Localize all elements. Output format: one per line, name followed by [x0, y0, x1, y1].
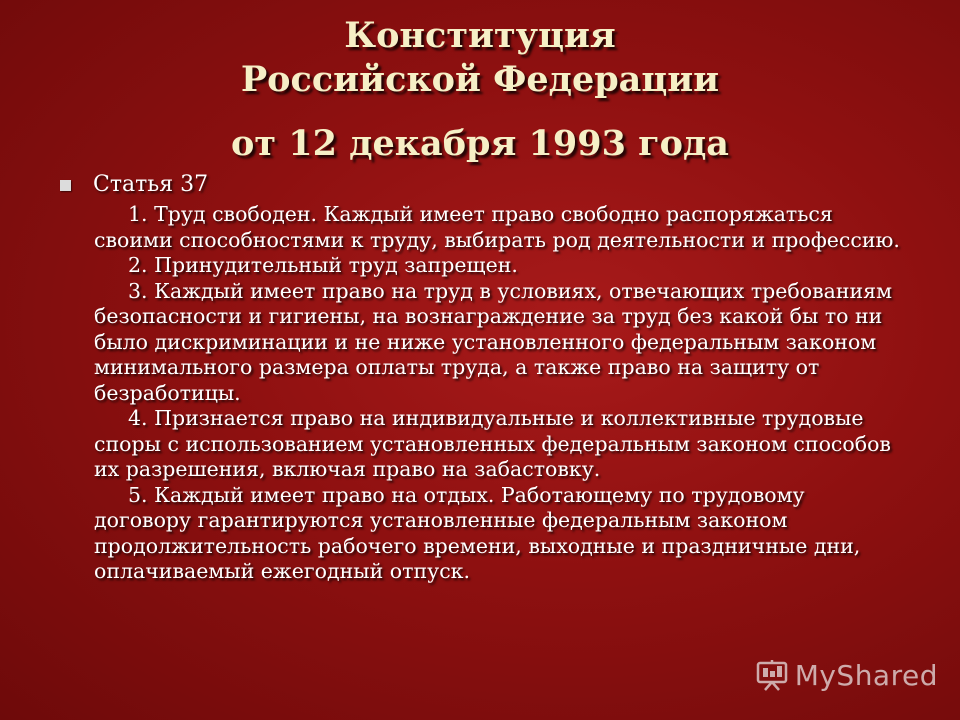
- title-date: от 12 декабря 1993 года: [231, 123, 729, 164]
- article-paragraph-1: 1. Труд свободен. Каждый имеет право свободно распоряжаться своими способностями к труду, выбирать род деятельности и профессию.: [94, 202, 900, 252]
- article-bullet: [60, 172, 208, 198]
- article-paragraph-2: 2. Принудительный труд запрещен.: [128, 253, 518, 277]
- title-line-2: Российской Федерации: [240, 59, 720, 100]
- article-body: [94, 202, 906, 585]
- article-paragraph-4: 4. Признается право на индивидуальные и коллективные трудовые споры с использованием установленных федеральным законом способов их разрешения, включая право на забастовку.: [94, 406, 891, 481]
- article-paragraph-5: 5. Каждый имеет право на отдых. Работающему по трудовому договору гарантируются установленные федеральным законом продолжительность рабочего времени, выходные и праздничные дни, оплачиваемый ежегодный отпуск.: [94, 482, 861, 583]
- presentation-board-icon: [755, 658, 789, 692]
- bullet-square-icon: [60, 180, 71, 191]
- article-paragraph-3: 3. Каждый имеет право на труд в условиях, отвечающих требованиям безопасности и гигиены, на вознаграждение за труд без какой бы то ни было дискриминации и не ниже установленного федеральным законом минимального размера оплаты труда, а также право на защиту от безработицы.: [94, 278, 893, 405]
- article-label: Статья 37: [93, 172, 209, 197]
- watermark: [755, 658, 938, 692]
- title-line-1: Конституция: [344, 15, 616, 56]
- watermark-text: MyShared: [794, 658, 938, 692]
